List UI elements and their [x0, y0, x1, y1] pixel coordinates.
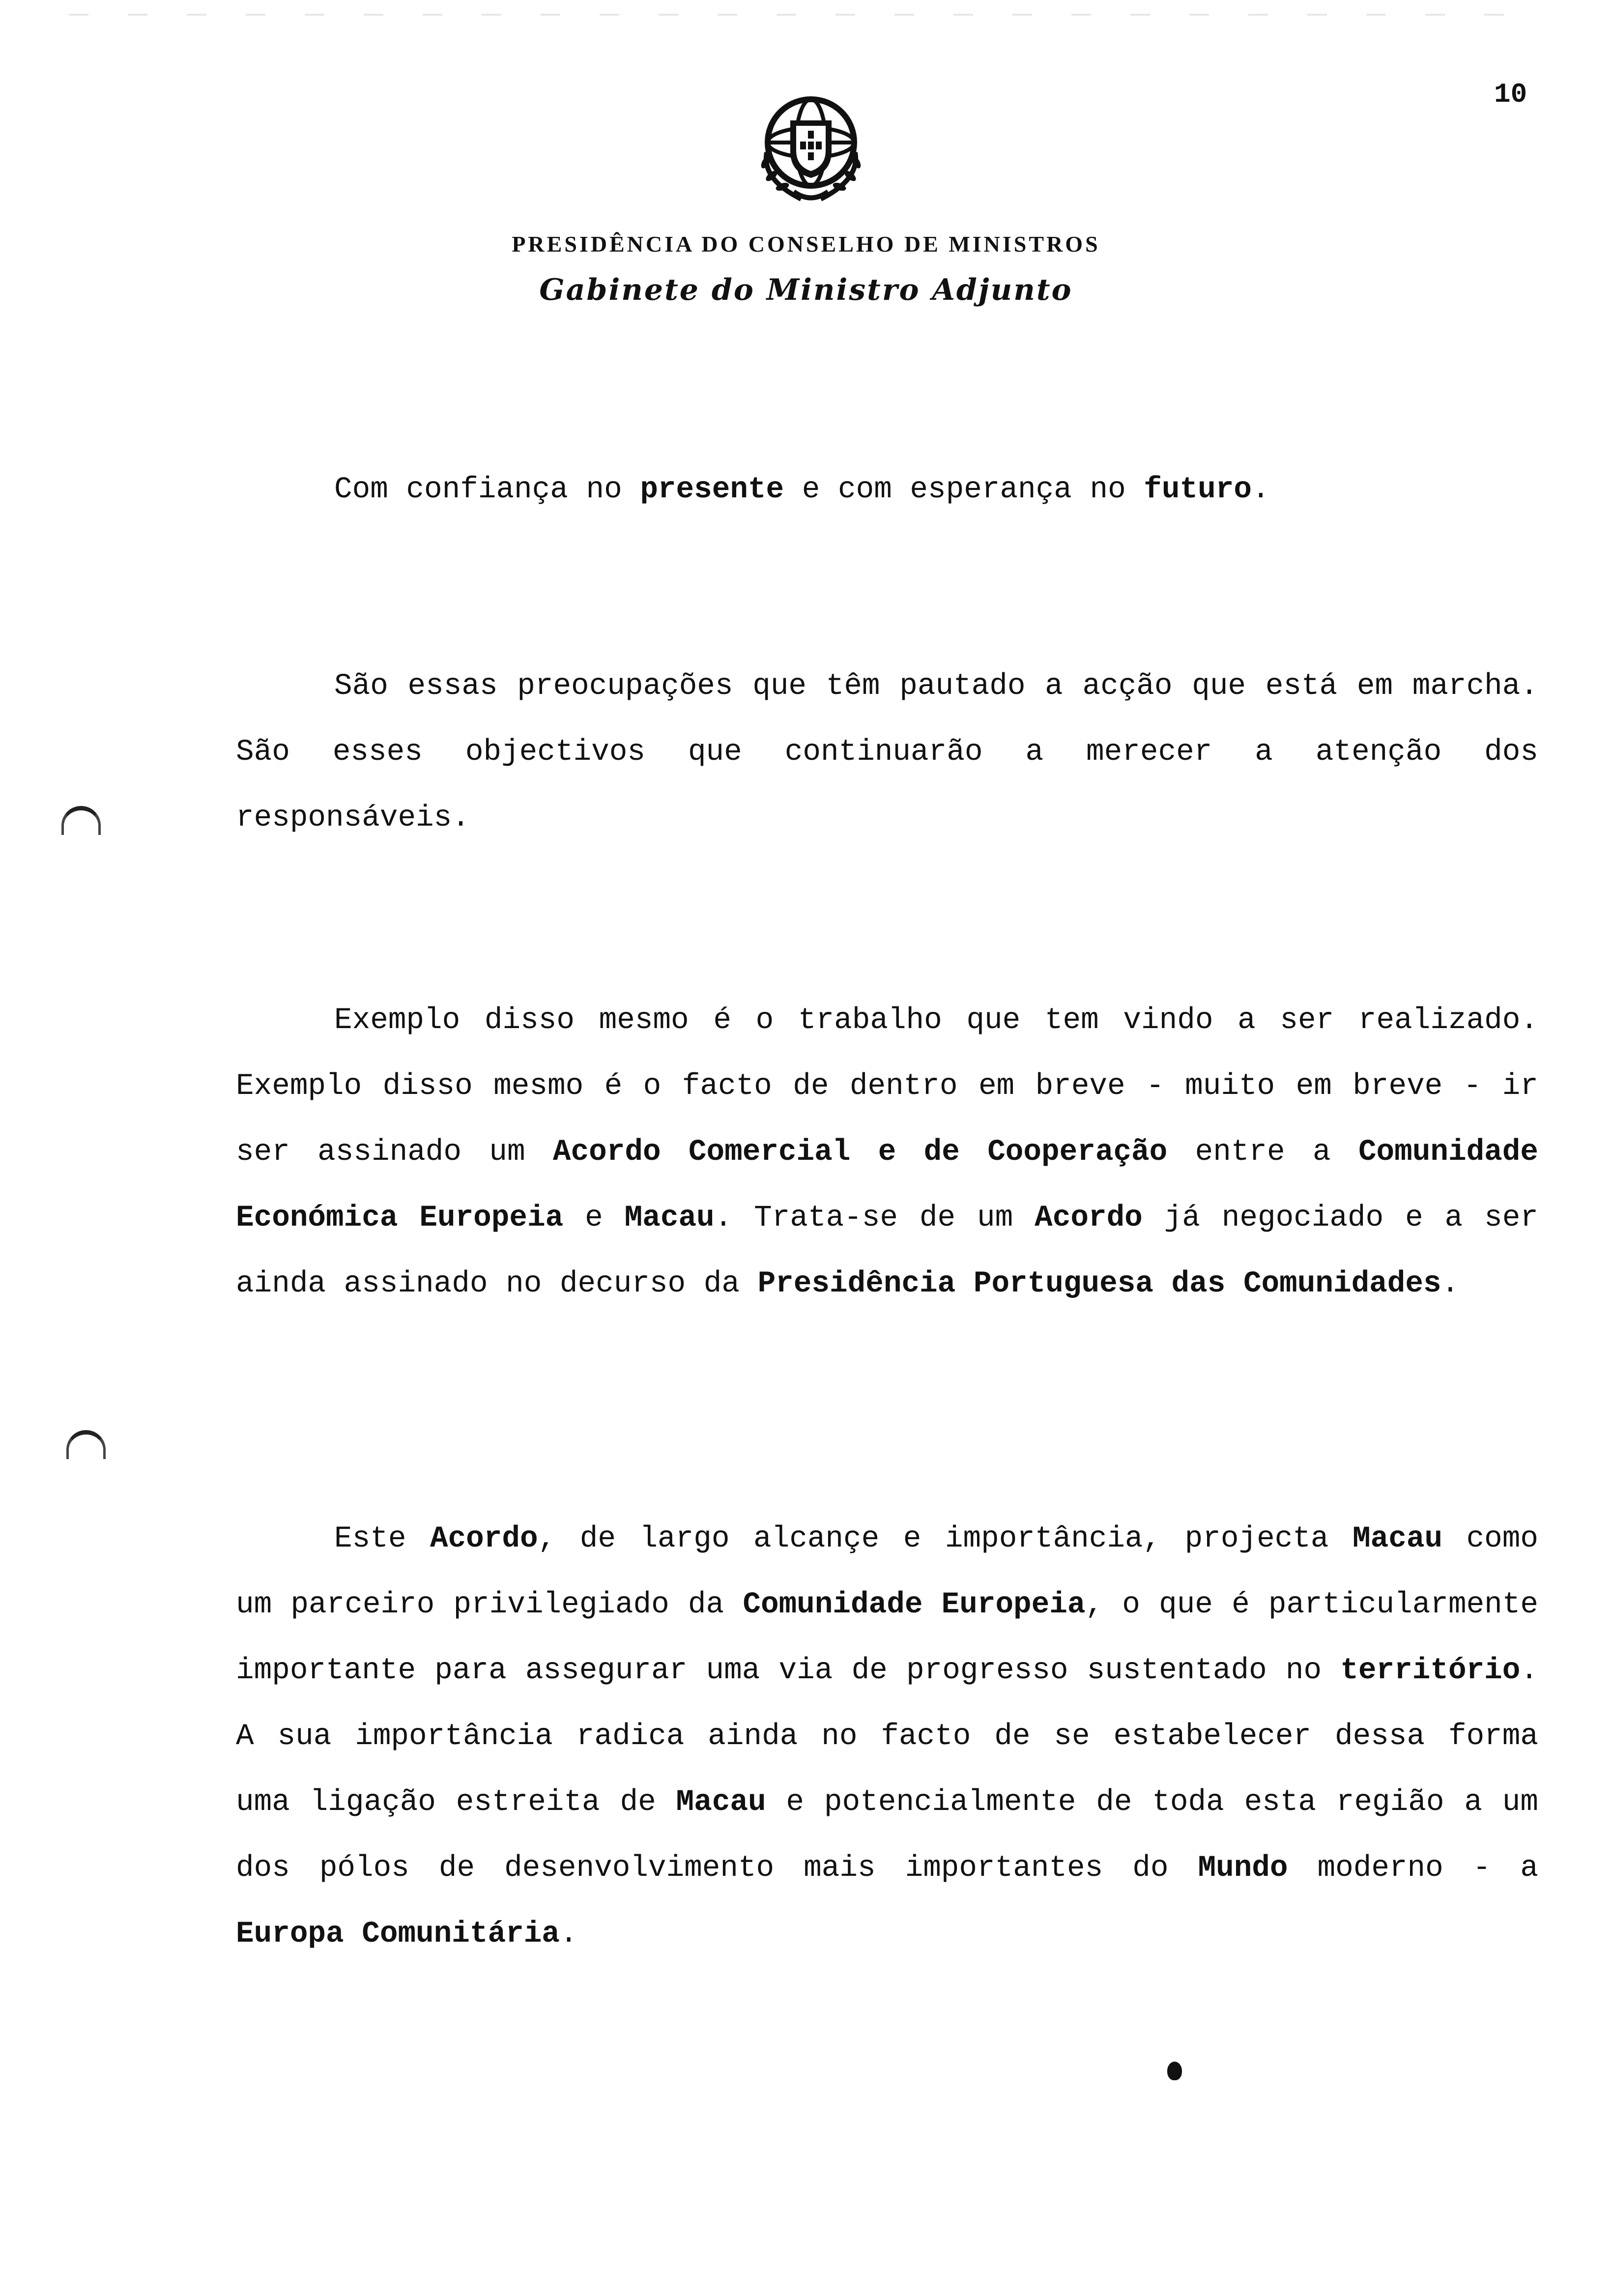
institution-name: PRESIDÊNCIA DO CONSELHO DE MINISTROS: [512, 231, 1100, 257]
bold-run: Comunidade Económica Europeia: [236, 1135, 1538, 1235]
text-run: .: [559, 1917, 578, 1951]
portuguese-coat-of-arms-icon: [747, 93, 875, 206]
text-run: .: [1441, 1267, 1460, 1301]
page-number: 10: [1494, 79, 1527, 110]
bold-run: Macau: [676, 1785, 766, 1819]
text-run: já negociado e a ser ainda assinado no decurso da: [236, 1201, 1538, 1301]
text-run: São essas preocupações que têm pautado a acção que está em marcha. São esses objectivos que continuarão a merecer a atenção dos responsáveis.: [236, 669, 1538, 835]
text-run: como um parceiro privilegiado da: [236, 1522, 1539, 1622]
paragraph-2: [236, 654, 1538, 851]
cabinet-name: Gabinete do Ministro Adjunto: [539, 273, 1073, 307]
punch-hole-mark: [66, 1430, 106, 1459]
bold-run: território: [1340, 1654, 1521, 1688]
text-run: Este: [334, 1522, 430, 1556]
text-run: entre a: [1167, 1135, 1358, 1169]
text-run: . Trata-se de um: [714, 1201, 1035, 1235]
bold-run: Acordo Comercial e de Cooperação: [552, 1135, 1168, 1169]
ink-mark: [1167, 2062, 1182, 2080]
bold-run: Acordo: [430, 1522, 538, 1556]
bold-run: Presidência Portuguesa das Comunidades: [757, 1267, 1441, 1301]
bold-run: Europa Comunitária: [236, 1917, 560, 1951]
bold-run: futuro: [1144, 473, 1252, 507]
paragraph-1: [236, 457, 1538, 523]
text-run: .: [1251, 473, 1270, 507]
text-run: , de largo alcançe e importância, projecta: [538, 1522, 1353, 1556]
bold-run: Acordo: [1035, 1201, 1143, 1235]
bold-run: Macau: [1353, 1522, 1443, 1556]
text-run: e potencialmente de toda esta região a um dos pólos de desenvolvimento mais importantes do: [236, 1785, 1539, 1885]
text-run: e com esperança no: [784, 473, 1144, 507]
text-run: , o que é particularmente importante para assegurar uma via de progresso sustentado no: [236, 1588, 1538, 1688]
text-run: moderno - a: [1288, 1851, 1538, 1885]
text-run: Com confiança no: [334, 473, 640, 507]
paragraph-3: [236, 988, 1538, 1317]
bold-run: Macau: [624, 1201, 715, 1235]
scan-artifact: [69, 14, 1543, 16]
paragraph-4: [236, 1506, 1538, 1967]
text-run: . A sua importância radica ainda no facto de se estabelecer dessa forma uma ligação estreita de: [236, 1654, 1538, 1819]
bold-run: presente: [640, 473, 784, 507]
bold-run: Mundo: [1198, 1851, 1288, 1885]
text-run: Exemplo disso mesmo é o trabalho que tem vindo a ser realizado. Exemplo disso mesmo é o facto de dentro em breve - muito em breve - ir ser assinado um: [236, 1004, 1538, 1169]
text-run: e: [563, 1201, 625, 1235]
bold-run: Comunidade Europeia: [743, 1588, 1086, 1622]
punch-hole-mark: [61, 806, 101, 835]
